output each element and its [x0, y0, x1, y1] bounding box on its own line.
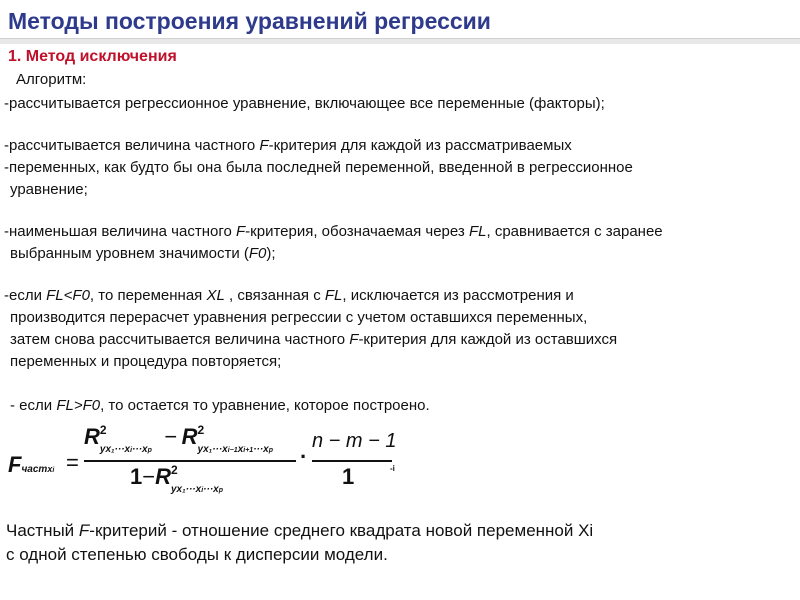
- slide-title: Методы построения уравнений регрессии: [8, 8, 491, 34]
- formula-trail: -i: [390, 464, 395, 473]
- formula-numerator: R 2 $_{yx_1\cdot\cdot\cdot xi\cdot\cdot\cdot xp}$ − R 2 $_{yx_1\cdot\cdot\cdot xi-1xi+1\cdot\cdot\cdot xp}$: [84, 423, 274, 455]
- formula-equals: =: [66, 450, 79, 475]
- title-divider: [0, 38, 800, 44]
- step-line-2: -рассчитывается величина частного F-критерия для каждой из рассматриваемых: [4, 137, 572, 154]
- algorithm-label: Алгоритм:: [16, 71, 87, 88]
- definition-line-1: Частный F-критерий - отношение среднего квадрата новой переменной Xi: [6, 521, 594, 540]
- step-line-7: -если FL<F0, то переменная XL , связанная с FL, исключается из рассмотрения и: [4, 287, 574, 304]
- formula-second-denominator: 1: [342, 464, 355, 489]
- formula-second-numerator: n − m − 1: [312, 430, 397, 452]
- step-line-11: - если FL>F0, то остается то уравнение, которое построено.: [10, 397, 430, 414]
- step-line-4: уравнение;: [10, 181, 88, 198]
- formula-denominator: 1−R 2 $_{yx_1\cdot\cdot\cdot xi\cdot\cdot\cdot xp}$: [130, 463, 223, 495]
- step-line-3: -переменных, как будто бы она была последней переменной, введенной в регрессионное: [4, 159, 633, 176]
- formula-dot: ·: [300, 444, 308, 469]
- formula-lhs: Fчастxi: [8, 452, 55, 477]
- step-line-6: выбранным уровнем значимости (F0);: [10, 245, 276, 262]
- definition-line-2: с одной степенью свободы к дисперсии модели.: [6, 545, 388, 564]
- method-heading: 1. Метод исключения: [8, 48, 177, 65]
- step-line-5: -наименьшая величина частного F-критерия, обозначаемая через FL, сравнивается с заранее: [4, 223, 663, 240]
- partial-f-formula: [0, 420, 800, 500]
- step-line-9: затем снова рассчитывается величина частного F-критерия для каждой из оставшихся: [10, 331, 618, 348]
- step-line-8: производится перерасчет уравнения регрессии с учетом оставшихся переменных,: [10, 309, 588, 326]
- main-fraction-bar: [84, 460, 296, 462]
- step-line-10: переменных и процедура повторяется;: [10, 353, 282, 370]
- step-line-1: -рассчитывается регрессионное уравнение, включающее все переменные (факторы);: [4, 95, 605, 112]
- second-fraction-bar: [312, 460, 392, 462]
